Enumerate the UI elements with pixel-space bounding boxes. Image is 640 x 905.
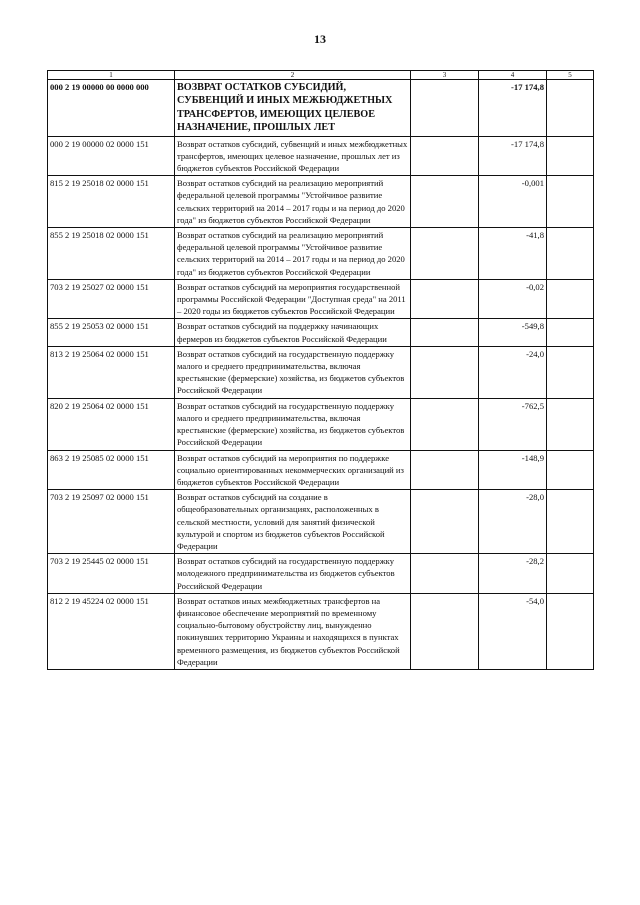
- table-row: [48, 80, 594, 137]
- code-cell: 703 2 19 25027 02 0000 151: [48, 279, 175, 319]
- description-cell: Возврат остатков субсидий, субвенций и иных межбюджетных трансфертов, имеющих целевое назначение, прошлых лет из бюджетов субъектов Российской Федерации: [175, 136, 411, 176]
- description-cell: Возврат остатков субсидий на мероприятия государственной программы Российской Федерации "Доступная среда" на 2011 – 2020 годы из бюджетов субъектов Российской Федерации: [175, 279, 411, 319]
- code-cell: 813 2 19 25064 02 0000 151: [48, 346, 175, 398]
- description-cell: Возврат остатков иных межбюджетных трансфертов на финансовое обеспечение мероприятий по временному социально-бытовому обустройству лиц, вынужденно покинувших территорию Украины и находящихся в пунктах временного размещения, из бюджетов субъектов Российской Федерации: [175, 593, 411, 669]
- table-row: [48, 228, 594, 280]
- column-5-cell: [547, 593, 594, 669]
- amount-cell: -17 174,8: [479, 136, 547, 176]
- column-5-cell: [547, 319, 594, 346]
- column-3-cell: [411, 398, 479, 450]
- table-row: [48, 593, 594, 669]
- code-cell: 855 2 19 25018 02 0000 151: [48, 228, 175, 280]
- column-5-cell: [547, 279, 594, 319]
- column-5-cell: [547, 490, 594, 554]
- column-5-cell: [547, 398, 594, 450]
- code-cell: 000 2 19 00000 00 0000 000: [48, 80, 175, 137]
- table-row: [48, 554, 594, 594]
- table-row: [48, 136, 594, 176]
- code-cell: 703 2 19 25445 02 0000 151: [48, 554, 175, 594]
- column-3-cell: [411, 593, 479, 669]
- column-3-cell: [411, 346, 479, 398]
- column-5-cell: [547, 554, 594, 594]
- amount-cell: -28,0: [479, 490, 547, 554]
- description-cell: Возврат остатков субсидий на реализацию мероприятий федеральной целевой программы "Устойчивое развитие сельских территорий на 2014 – 2017 годы и на период до 2020 года" из бюджетов субъектов Российской Федерации: [175, 176, 411, 228]
- code-cell: 855 2 19 25053 02 0000 151: [48, 319, 175, 346]
- column-3-cell: [411, 319, 479, 346]
- amount-cell: -148,9: [479, 450, 547, 490]
- column-5-cell: [547, 176, 594, 228]
- column-header: 1: [48, 71, 175, 80]
- table-row: [48, 319, 594, 346]
- amount-cell: -0,001: [479, 176, 547, 228]
- code-cell: 820 2 19 25064 02 0000 151: [48, 398, 175, 450]
- column-3-cell: [411, 228, 479, 280]
- code-cell: 812 2 19 45224 02 0000 151: [48, 593, 175, 669]
- amount-cell: -549,8: [479, 319, 547, 346]
- description-cell: Возврат остатков субсидий на государственную поддержку молодежного предпринимательства из бюджетов субъектов Российской Федерации: [175, 554, 411, 594]
- column-header: 3: [411, 71, 479, 80]
- code-cell: 815 2 19 25018 02 0000 151: [48, 176, 175, 228]
- column-3-cell: [411, 554, 479, 594]
- description-cell: Возврат остатков субсидий на создание в общеобразовательных организациях, расположенных в сельской местности, условий для занятий физической культурой и спортом из бюджетов субъектов Российской Федерации: [175, 490, 411, 554]
- table-row: [48, 279, 594, 319]
- description-cell: ВОЗВРАТ ОСТАТКОВ СУБСИДИЙ, СУБВЕНЦИЙ И ИНЫХ МЕЖБЮДЖЕТНЫХ ТРАНСФЕРТОВ, ИМЕЮЩИХ ЦЕЛЕВОЕ НАЗНАЧЕНИЕ, ПРОШЛЫХ ЛЕТ: [175, 80, 411, 137]
- amount-cell: -0,02: [479, 279, 547, 319]
- column-header: 4: [479, 71, 547, 80]
- column-5-cell: [547, 228, 594, 280]
- column-5-cell: [547, 80, 594, 137]
- description-cell: Возврат остатков субсидий на государственную поддержку малого и среднего предпринимательства, включая крестьянские (фермерские) хозяйства, из бюджетов субъектов Российской Федерации: [175, 346, 411, 398]
- table-row: [48, 398, 594, 450]
- code-cell: 000 2 19 00000 02 0000 151: [48, 136, 175, 176]
- code-cell: 703 2 19 25097 02 0000 151: [48, 490, 175, 554]
- column-header: 2: [175, 71, 411, 80]
- amount-cell: -54,0: [479, 593, 547, 669]
- amount-cell: -762,5: [479, 398, 547, 450]
- description-cell: Возврат остатков субсидий на поддержку начинающих фермеров из бюджетов субъектов Российской Федерации: [175, 319, 411, 346]
- column-3-cell: [411, 136, 479, 176]
- description-cell: Возврат остатков субсидий на мероприятия по поддержке социально ориентированных некоммерческих организаций из бюджетов субъектов Российской Федерации: [175, 450, 411, 490]
- code-cell: 863 2 19 25085 02 0000 151: [48, 450, 175, 490]
- column-5-cell: [547, 136, 594, 176]
- column-3-cell: [411, 279, 479, 319]
- budget-table: [47, 70, 594, 670]
- table-row: [48, 346, 594, 398]
- amount-cell: -24,0: [479, 346, 547, 398]
- column-3-cell: [411, 450, 479, 490]
- column-3-cell: [411, 176, 479, 228]
- description-cell: Возврат остатков субсидий на государственную поддержку малого и среднего предпринимательства, включая крестьянские (фермерские) хозяйства, из бюджетов субъектов Российской Федерации: [175, 398, 411, 450]
- amount-cell: -17 174,8: [479, 80, 547, 137]
- column-3-cell: [411, 80, 479, 137]
- table-row: [48, 450, 594, 490]
- page-number: 13: [314, 32, 326, 46]
- column-5-cell: [547, 346, 594, 398]
- table-row: [48, 490, 594, 554]
- amount-cell: -28,2: [479, 554, 547, 594]
- description-cell: Возврат остатков субсидий на реализацию мероприятий федеральной целевой программы "Устойчивое развитие сельских территорий на 2014 – 2017 годы и на период до 2020 года" из бюджетов субъектов Российской Федерации: [175, 228, 411, 280]
- column-3-cell: [411, 490, 479, 554]
- column-number-row: [48, 71, 594, 80]
- amount-cell: -41,8: [479, 228, 547, 280]
- column-header: 5: [547, 71, 594, 80]
- column-5-cell: [547, 450, 594, 490]
- table-row: [48, 176, 594, 228]
